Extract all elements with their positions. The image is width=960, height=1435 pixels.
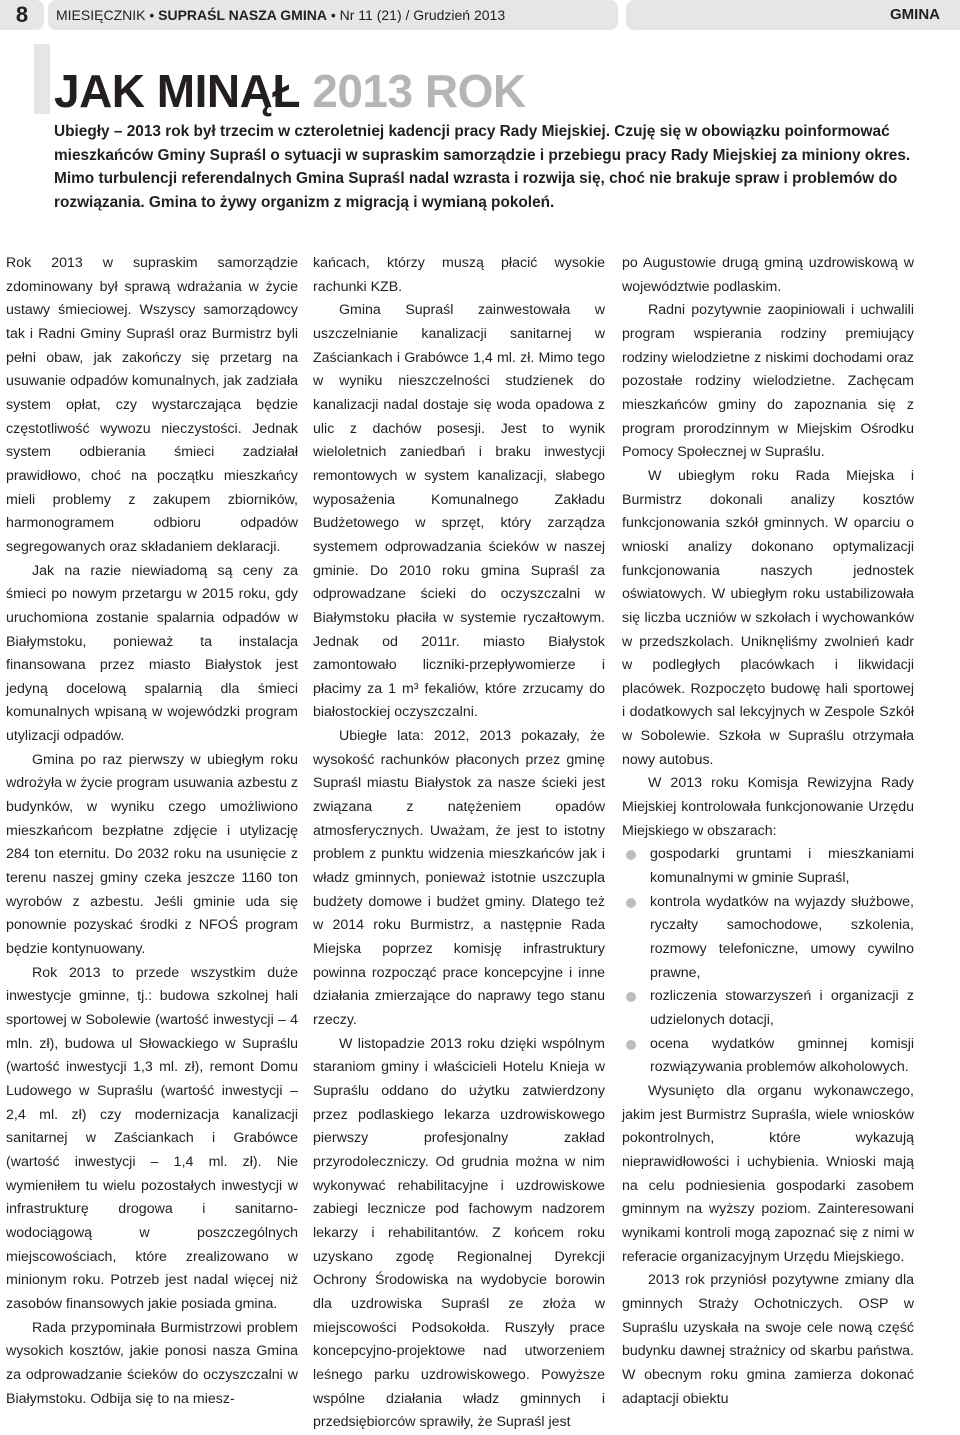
paragraph: W 2013 roku Komisja Rewizyjna Rady Miejskiej kontrolowała funkcjonowanie Urzędu Miejskiego w obszarach: (622, 775, 914, 839)
masthead-name: SUPRAŚL NASZA GMINA (158, 7, 327, 23)
paragraph: Gmina po raz pierwszy w ubiegłym roku wdrożyła w życie program usuwania azbestu z budynków, w wyniku czego umożliwiono mieszkańcom bezpłatne zdjęcie i utylizację 284 ton eternitu. Do 2032 roku na usunięcie z terenu naszej gminy czeka jeszcze 1160 ton wyrobów z azbestu. Jeśli gminie uda się ponownie pozyskać środki z NFOŚ program będzie kontynuowany. (6, 751, 298, 958)
title-accent-bar (34, 44, 50, 114)
paragraph: Jak na razie niewiadomą są ceny za śmieci po nowym przetargu w 2015 roku, gdy uruchomiona zostanie spalarnia odpadów w Białymstoku, ponieważ ta instalacja finansowana przez miasto Białystok jest jedyną docelową spalarnią dla śmieci komunalnych wpisaną w wojewódzki program utylizacji odpadów. (6, 562, 298, 745)
bullet-dot-icon (626, 898, 636, 908)
list-item: kontrola wydatków na wyjazdy służbowe, ryczałty samochodowe, szkolenia, rozmowy telefoniczne, umowy cywilno prawne, (622, 891, 914, 986)
title-main: JAK MINĄŁ (54, 65, 300, 117)
section-label: GMINA (626, 0, 960, 30)
paragraph: Ubiegłe lata: 2012, 2013 pokazały, że wysokość rachunków płaconych przez gminę Supraśl miastu Białystok za nasze ścieki jest związana z natężeniem opadów atmosferycznych. Uważam, że jest to istotny problem z punktu widzenia mieszkańców jak i władz gminnych, ponieważ istotnie uszczupla budżety domowe i budżet gminy. Dlatego też w 2014 roku Burmistrz, a następnie Rada Miejska poprzez komisję infrastruktury powinna rozpocząć prace koncepcyjne i inne działania zmierzające do naprawy tego stanu rzeczy. (313, 728, 605, 1028)
audit-areas-list (622, 843, 914, 1080)
paragraph: kańcach, którzy muszą płacić wysokie rachunki KZB. (313, 255, 605, 295)
paragraph: Rok 2013 to przede wszystkim duże inwestycje gminne, tj.: budowa szkolnej hali sportowej w Sobolewie (wartość inwestycji – 4 mln. zł), budowa ul Słowackiego w Supraślu (wartość inwestycji 1,3 ml. zł), remont Domu Ludowego w Supraślu (wartość inwestycji – 2,4 ml. zł) czy modernizacja kanalizacji sanitarnej w Zaściankach i Grabówce (wartość inwestycji – 1,4 ml. zł). Nie wymieniłem tu wielu pozostałych inwestycji w infrastrukturę drogowa i sanitarno-wodociągową w poszczególnych miejscowościach, które zrealizowano w minionym roku. Potrzeb jest nadal więcej niż zasobów finansowych jakie posiada gmina. (6, 964, 298, 1312)
paragraph: Rok 2013 w supraskim samorządzie zdominowany był sprawą wdrażania w życie ustawy śmieciowej. Wszyscy samorządowcy tak i Radni Gminy Supraśl oraz Burmistrz byli pełni obaw, jak zakończy się przetarg na usuwanie odpadów komunalnych, jak zadziała system opłat, czy wystarczająca będzie częstotliwość wywozu nieczystości. Jednak system odbierania śmieci zadziałał prawidłowo, choć na początku mieszkańcy mieli problemy z zakupem zbiorników, harmonogramem odbioru odpadów segregowanych oraz składaniem deklaracji. (6, 255, 298, 555)
bullet-dot-icon (626, 1040, 636, 1050)
masthead (48, 0, 618, 30)
page-number: 8 (0, 0, 44, 30)
list-item: ocena wydatków gminnej komisji rozwiązywania problemów alkoholowych. (622, 1033, 914, 1080)
list-item: gospodarki gruntami i mieszkaniami komunalnymi w gminie Supraśl, (622, 843, 914, 890)
paragraph: 2013 rok przyniósł pozytywne zmiany dla gminnych Straży Ochotniczych. OSP w Supraślu uzyskała na swoje cele nową część budynku dawnej strażnicy od skarbu państwa. W obecnym roku gmina zamierza dokonać adaptacji obiektu (622, 1272, 914, 1407)
paragraph: W ubiegłym roku Rada Miejska i Burmistrz dokonali analizy kosztów funkcjonowania szkół gminnych. W oparciu o wnioski analizy dokonano optymalizacji funkcjonowania naszych jednostek oświatowych. W ubiegłym roku ustabilizowała się liczba uczniów w szkołach i wychowanków w przedszkolach. Uniknęliśmy zwolnień kadr w podległych placówkach i likwidacji placówek. Rozpoczęto budowę hali sportowej i dodatkowych sal lekcyjnych w Zespole Szkół w Sobolewie. Szkoła w Supraślu otrzymała nowy autobus. (622, 467, 914, 768)
masthead-prefix: MIESIĘCZNIK • (56, 7, 155, 23)
paragraph: Rada przypominała Burmistrzowi problem wysokich kosztów, jakie ponosi nasza Gmina za odprowadzanie ścieków do oczyszczalni w Białymstoku. Odbija się to na miesz- (6, 1319, 298, 1407)
paragraph: W listopadzie 2013 roku dzięki wspólnym staraniom gminy i właścicieli Hotelu Knieja w Supraślu oddano do użytku zatwierdzony przez podlaskiego lekarza uzdrowiskowego pierwszy profesjonalny zakład przyrodoleczniczy. Od grudnia można w nim wykonywać rehabilitacyjne i uzdrowiskowe zabiegi lecznicze pod fachowym nadzorem lekarzy i rehabilitantów. Z końcem roku uzyskano zgodę Regionalnej Dyrekcji Ochrony Środowiska na wydobycie borowin dla uzdrowiska Supraśl ze złoża w miejscowości Podsokołda. Ruszyły prace koncepcyjno-projektowe nad utworzeniem leśnego parku uzdrowiskowego. Powyższe wspólne działania władz gminnych i przedsiębiorców sprawiły, że Supraśl jest (313, 1035, 605, 1431)
column-1 (6, 252, 298, 1411)
paragraph: Wysunięto dla organu wykonawczego, jakim jest Burmistrz Supraśla, wiele wniosków pokontrolnych, które wykazują nieprawidłowości i uchybienia. Wnioski mają na celu podniesienia gospodarki zasobem gminnym na wyższy poziom. Zainteresowani wynikami kontroli mogą zapoznać się z nimi w referacie organizacyjnym Urzędu Miejskiego. (622, 1082, 914, 1265)
column-3 (622, 252, 914, 1411)
article-lead: Ubiegły – 2013 rok był trzecim w czteroletniej kadencji pracy Rady Miejskiej. Czuję się w obowiązku poinformować mieszkańców Gminy Supraśl o sytuacji w supraskim samorządzie i przebiegu pracy Rady Miejskiej za miniony okres. Mimo turbulencji referendalnych Gmina Supraśl nadal wzrasta i rozwija się, choć nie brakuje spraw i problemów do rozwiązania. Gmina to żywy organizm z migracją i wymianą pokoleń. (54, 123, 911, 211)
paragraph: Radni pozytywnie zaopiniowali i uchwalili program wspierania rodziny premiujący rodziny wielodzietne z niskimi dochodami oraz pozostałe rodziny wielodzietne. Zachęcam mieszkańców gminy do zapoznania się z program prorodzinnym w Miejskim Ośrodku Pomocy Społecznej w Supraślu. (622, 302, 914, 461)
bullet-dot-icon (626, 850, 636, 860)
list-item: rozliczenia stowarzyszeń i organizacji z udzielonych dotacji, (622, 985, 914, 1032)
column-2 (313, 252, 605, 1435)
paragraph: Gmina Supraśl zainwestowała w uszczelnianie kanalizacji sanitarnej w Zaściankach i Grabówce 1,4 ml. zł. Mimo tego w wyniku nieszczelności studzienek do kanalizacji nadal dostaje się woda opadowa z ulic z dachów posesji. Jest to wynik wieloletnich zaniedbań i braku inwestycji remontowych w system kanalizacji, słabego wyposażenia Komunalnego Zakładu Budżetowego w sprzęt, który zarządza systemem odprowadzania ścieków w naszej gminie. Do 2010 roku gmina Supraśl za odprowadzane ścieki do oczyszczalni w Białymstoku płaciła w systemie ryczałtowym. Jednak od 2011r. miasto Białystok zamontowało liczniki-przepływomierze i płacimy za 1 m³ fekaliów, które zrzucamy do białostockiej oczyszczalni. (313, 302, 605, 721)
masthead-issue: • Nr 11 (21) / Grudzień 2013 (330, 7, 506, 23)
page-header (0, 0, 960, 30)
title-year: 2013 ROK (312, 65, 526, 117)
bullet-dot-icon (626, 992, 636, 1002)
paragraph: po Augustowie drugą gminą uzdrowiskową w województwie podlaskim. (622, 255, 914, 295)
article-title (54, 64, 526, 118)
